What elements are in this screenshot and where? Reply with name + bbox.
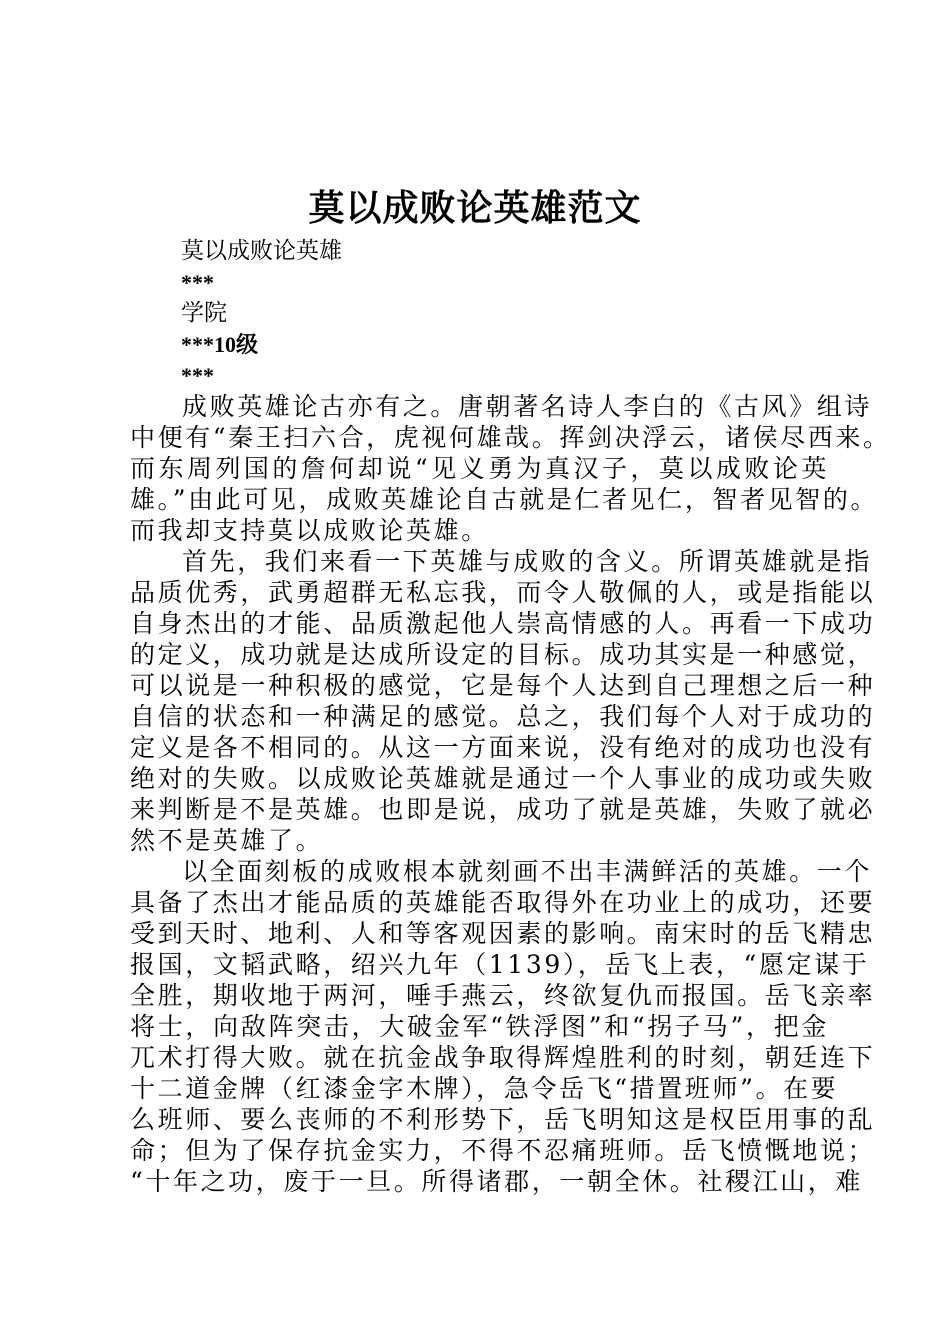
text-line: 自信的状态和一种满足的感觉。总之，我们每个人对于成功的 (130, 702, 876, 731)
text-line: 以全面刻板的成败根本就刻画不出丰满鲜活的英雄。一个 (182, 857, 873, 886)
essay-subtitle: 莫以成败论英雄 (181, 238, 342, 264)
document-title: 莫以成败论英雄范文 (308, 187, 642, 229)
text-line: 然不是英雄了。 (130, 826, 324, 855)
paragraph-3 (130, 856, 876, 1197)
text-line: 么班师、要么丧师的不利形势下，岳飞明知这是权臣用事的乱 (130, 1105, 876, 1134)
text-line: 成败英雄论古亦有之。唐朝著名诗人李白的《古风》组诗 (182, 392, 873, 421)
text-line: 首先，我们来看一下英雄与成败的含义。所谓英雄就是指 (182, 547, 873, 576)
text-line: 而我却支持莫以成败论英雄。 (130, 516, 489, 545)
text-line: 十二道金牌（红漆金字木牌），急令岳飞“措置班师”。在要 (130, 1074, 839, 1103)
paragraph-2 (130, 546, 876, 856)
author-info (181, 236, 781, 391)
text-line: 命；但为了保存抗金实力，不得不忍痛班师。岳飞愤慨地说； (130, 1136, 876, 1165)
text-line: 而东周列国的詹何却说“见义勇为真汉子，莫以成败论英 (130, 454, 829, 483)
text-line: 雄。”由此可见，成败英雄论自古就是仁者见仁，智者见智的。 (130, 485, 879, 514)
essay-body (130, 391, 891, 1197)
text-line: 全胜，期收地于两河，唾手燕云，终欲复仇而报国。岳飞亲率 (130, 981, 876, 1010)
text-line: 受到天时、地利、人和等客观因素的影响。南宋时的岳飞精忠 (130, 919, 876, 948)
text-line: 自身杰出的才能、品质激起他人崇高情感的人。再看一下成功 (130, 609, 876, 638)
text-line: 具备了杰出才能品质的英雄能否取得外在功业上的成功，还要 (130, 888, 876, 917)
grade-line: ***10级 (181, 332, 259, 357)
college-line: 学院 (181, 300, 227, 326)
text-line: 来判断是不是英雄。也即是说，成功了就是英雄，失败了就必 (130, 795, 876, 824)
text-line: 将士，向敌阵突击，大破金军“铁浮图”和“拐子马”，把金 (130, 1012, 829, 1041)
text-line: 报国，文韬武略，绍兴九年（1139），岳飞上表，“愿定谋于 (130, 950, 870, 979)
text-line: “十年之功，废于一旦。所得诸郡，一朝全休。社稷江山，难 (130, 1167, 863, 1196)
text-line: 品质优秀，武勇超群无私忘我，而令人敬佩的人，或是指能以 (130, 578, 876, 607)
class-line-masked: *** (181, 363, 214, 388)
paragraph-1 (130, 391, 891, 546)
text-line: 可以说是一种积极的感觉，它是每个人达到自己理想之后一种 (130, 671, 876, 700)
text-line: 定义是各不相同的。从这一方面来说，没有绝对的成功也没有 (130, 733, 876, 762)
text-line: 中便有“秦王扫六合，虎视何雄哉。挥剑决浮云，诸侯尽西来。 (130, 423, 891, 452)
author-name-masked: *** (181, 270, 214, 295)
text-line: 绝对的失败。以成败论英雄就是通过一个人事业的成功或失败 (130, 764, 876, 793)
text-line: 兀术打得大败。就在抗金战争取得辉煌胜利的时刻，朝廷连下 (130, 1043, 876, 1072)
text-line: 的定义，成功就是达成所设定的目标。成功其实是一种感觉， (130, 640, 876, 669)
